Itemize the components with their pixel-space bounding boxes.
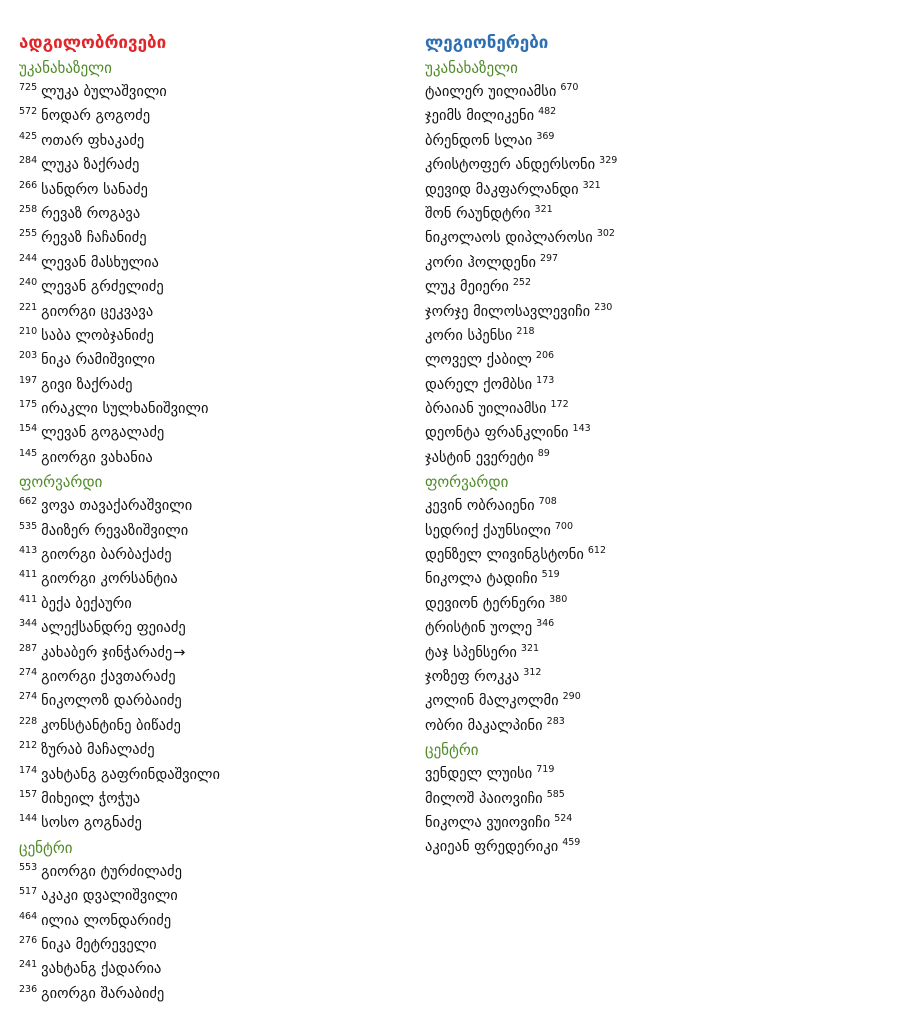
player-count: 321 [534, 204, 553, 216]
player-row [19, 884, 409, 908]
player-count: 244 [19, 252, 38, 264]
player-row [19, 933, 409, 957]
player-count: 346 [536, 618, 555, 630]
player-count: 517 [19, 886, 38, 898]
player-count: 297 [539, 252, 559, 264]
player-row [425, 811, 885, 835]
player-name: კორი ჰოლდენი [425, 254, 536, 271]
player-row [19, 80, 409, 104]
player-name: ლევან გრძელიძე [41, 279, 164, 296]
player-row [425, 665, 885, 689]
player-count: 380 [549, 593, 568, 605]
player-count: 274 [19, 667, 38, 679]
player-row [425, 421, 885, 445]
player-row [19, 957, 409, 981]
player-name: კრისტოფერ ანდერსონი [425, 157, 596, 174]
player-count: 203 [19, 350, 38, 362]
player-name: შონ რაუნდტრი [425, 205, 531, 222]
player-row [425, 494, 885, 518]
player-row [19, 567, 409, 591]
player-row [425, 178, 885, 202]
player-row [19, 787, 409, 811]
player-row [425, 446, 885, 470]
player-name: ოთარ ფხაკაძე [41, 132, 145, 149]
player-row [425, 80, 885, 104]
player-row [19, 397, 409, 421]
player-count: 290 [562, 691, 581, 703]
player-name: აკაკი დვალიშვილი [41, 888, 178, 905]
player-row [19, 324, 409, 348]
player-name: ზურაბ მაჩალაძე [41, 742, 155, 759]
legionnaires-title: ლეგიონერები [425, 33, 549, 53]
player-name: ვოვა თავაქარაშვილი [41, 498, 193, 515]
player-name: ლუკა ზაქრაძე [41, 157, 140, 174]
player-row [425, 689, 885, 713]
player-count: 535 [19, 520, 38, 532]
player-row [19, 763, 409, 787]
player-row [19, 714, 409, 738]
player-row [425, 397, 885, 421]
player-count: 157 [19, 789, 38, 801]
player-name: მიხეილ ჭოჭუა [41, 790, 141, 807]
section-heading: ცენტრი [425, 741, 479, 760]
player-count: 459 [562, 837, 581, 849]
player-count: 230 [594, 301, 613, 313]
player-count: 212 [19, 740, 38, 752]
section-heading: ფორვარდი [19, 473, 103, 492]
player-count: 276 [19, 935, 38, 947]
player-name: დევიონ ტერნერი [425, 595, 546, 612]
player-count: 553 [19, 861, 38, 873]
player-name: გიორგი კორსანტია [41, 571, 178, 588]
player-row [425, 129, 885, 153]
player-name: ილია ლონდარიძე [41, 912, 172, 929]
player-name: ვენდელ ლუისი [425, 766, 533, 783]
player-count: 321 [520, 642, 540, 654]
player-row [425, 714, 885, 738]
player-count: 519 [541, 569, 560, 581]
player-row [19, 738, 409, 762]
player-count: 719 [536, 764, 555, 776]
player-count: 725 [19, 82, 38, 94]
player-row [425, 300, 885, 324]
player-name: გიორგი ტურძილაძე [41, 863, 182, 880]
player-count: 612 [587, 545, 607, 557]
player-count: 425 [19, 130, 38, 142]
player-row [19, 178, 409, 202]
player-row [19, 616, 409, 640]
section-heading: ცენტრი [19, 838, 73, 857]
player-row [19, 519, 409, 543]
player-row [425, 787, 885, 811]
section-heading: უკანახაზელი [19, 59, 112, 77]
player-name: დენზელ ლივინგსტონი [425, 547, 584, 564]
player-count: 218 [516, 326, 535, 338]
player-count: 287 [19, 642, 38, 654]
player-name: დარელ ქომბსი [425, 376, 533, 393]
player-name: ლუკა ბულაშვილი [41, 84, 167, 100]
player-name: დევიდ მაკფარლანდი [425, 181, 579, 198]
player-count: 329 [599, 155, 618, 167]
player-count: 524 [554, 813, 573, 825]
player-row [19, 641, 409, 665]
player-count: 221 [19, 301, 38, 313]
player-row [19, 348, 409, 372]
player-row [425, 835, 885, 859]
player-row [425, 275, 885, 299]
player-row [19, 860, 409, 884]
player-count: 274 [19, 691, 38, 703]
player-name: ობრი მაკალპინი [425, 717, 543, 734]
player-row [425, 348, 885, 372]
player-count: 206 [535, 350, 555, 362]
player-count: 283 [546, 715, 565, 727]
player-row [425, 373, 885, 397]
player-count: 411 [19, 593, 38, 605]
player-row [19, 373, 409, 397]
player-row [425, 153, 885, 177]
player-name: სოსო გოგნაძე [41, 815, 142, 832]
player-name: ნოდარ გოგოძე [41, 108, 151, 125]
player-count: 302 [596, 228, 615, 240]
player-row [19, 129, 409, 153]
player-name: ლევან გოგალაძე [41, 425, 165, 442]
player-row [425, 641, 885, 665]
player-count: 228 [19, 715, 38, 727]
player-count: 154 [19, 423, 38, 435]
player-name: გიორგი შარაბიძე [41, 985, 165, 1002]
player-count: 175 [19, 399, 38, 411]
player-name: ლუკ მეიერი [425, 279, 509, 296]
player-row [425, 104, 885, 128]
player-name: აკიეან ფრედერიკი [425, 839, 559, 856]
player-count: 240 [19, 277, 38, 289]
player-row [425, 202, 885, 226]
player-count: 89 [537, 448, 550, 460]
player-count: 266 [19, 179, 38, 191]
player-row [425, 567, 885, 591]
player-count: 173 [536, 374, 555, 386]
player-count: 482 [538, 106, 557, 118]
player-name: კორი სპენსი [425, 327, 513, 344]
player-count: 145 [19, 448, 38, 460]
player-count: 236 [19, 983, 38, 995]
player-name: ვახტანგ ქადარია [41, 961, 162, 978]
player-count: 312 [523, 667, 542, 679]
player-row [425, 592, 885, 616]
left-groups [19, 56, 409, 1006]
player-name: ალექსანდრე ფეიაძე [41, 620, 186, 637]
player-row [19, 592, 409, 616]
player-name: გიორგი ბარბაქაძე [41, 547, 172, 564]
player-name: სედრიქ ქაუნსილი [425, 522, 551, 539]
player-row [19, 202, 409, 226]
player-count: 172 [550, 399, 569, 411]
player-count: 411 [19, 569, 38, 581]
player-count: 585 [546, 788, 565, 800]
player-name: გიორგი ვახანია [41, 449, 153, 466]
player-count: 464 [19, 910, 38, 922]
player-name: ტრისტინ უოლე [425, 620, 533, 637]
player-row [19, 421, 409, 445]
player-name: ჯოზეფ როკკა [425, 668, 520, 685]
player-name: გივი ზაქრაძე [41, 376, 133, 393]
player-name: ბრაიან უილიამსი [425, 401, 547, 418]
player-count: 255 [19, 228, 38, 240]
player-count: 284 [19, 155, 38, 167]
player-name: ნიკა რამიშვილი [41, 352, 155, 369]
player-name: რევაზ ჩაჩანიძე [41, 230, 147, 247]
player-count: 143 [572, 423, 591, 435]
player-count: 144 [19, 813, 38, 825]
player-count: 572 [19, 106, 38, 118]
player-name: ჯასტინ ევერეტი [425, 449, 534, 466]
player-count: 174 [19, 764, 38, 776]
player-row [425, 324, 885, 348]
player-row [19, 300, 409, 324]
player-name: რევაზ როგავა [41, 205, 141, 222]
player-row [19, 104, 409, 128]
right-groups [425, 56, 885, 860]
player-count: 344 [19, 618, 38, 630]
player-name: ნიკოლა ტადიჩი [425, 571, 538, 588]
player-name: ლევან მასხულია [41, 254, 159, 271]
player-name: ლოველ ქაბილ [425, 352, 532, 369]
player-count: 258 [19, 204, 38, 216]
player-name: ტაილერ უილიამსი [425, 84, 557, 100]
player-count: 700 [554, 520, 573, 532]
player-row [19, 226, 409, 250]
player-count: 662 [19, 496, 38, 508]
player-name: მაიზერ რევაზიშვილი [41, 522, 189, 539]
player-name: დეონტა ფრანკლინი [425, 425, 569, 442]
player-name: ვახტანგ გაფრინდაშვილი [41, 766, 220, 783]
section-heading: უკანახაზელი [425, 59, 518, 77]
player-name: მილოშ პაიოვიჩი [425, 790, 543, 807]
player-row [19, 153, 409, 177]
player-count: 210 [19, 326, 38, 338]
player-row [425, 616, 885, 640]
player-name: ბექა ბექაური [41, 595, 132, 612]
player-name: ნიკოლაოს დიპლაროსი [425, 230, 593, 247]
player-name: ნიკოლოზ დარბაიძე [41, 693, 182, 710]
player-row [19, 251, 409, 275]
player-count: 708 [538, 496, 557, 508]
player-name: სანდრო სანაძე [41, 181, 148, 198]
local-players-column [19, 30, 409, 1006]
player-name: გიორგი ცეკვავა [41, 303, 154, 320]
player-count: 197 [19, 374, 38, 386]
player-row [19, 982, 409, 1006]
player-row [19, 494, 409, 518]
player-count: 670 [560, 82, 579, 94]
player-row [19, 909, 409, 933]
player-row [19, 689, 409, 713]
arrow-right-icon: → [173, 644, 186, 661]
player-name: კევინ ობრაიენი [425, 498, 535, 515]
player-name: ირაკლი სულხანიშვილი [41, 401, 209, 418]
player-count: 241 [19, 959, 38, 971]
player-name: კახაბერ ჯინჭარაძე [41, 644, 173, 661]
section-heading: ფორვარდი [425, 473, 509, 492]
player-name: ბრენდონ სლაი [425, 132, 533, 149]
player-row [19, 543, 409, 567]
player-name: საბა ლობჯანიძე [41, 327, 154, 344]
player-name: ჯეიმს მილიკენი [425, 108, 535, 125]
player-name: ტაჯ სპენსერი [425, 644, 517, 661]
player-row [425, 226, 885, 250]
player-row [425, 519, 885, 543]
player-count: 413 [19, 545, 38, 557]
player-name: ნიკოლა ვუიოვიჩი [425, 814, 551, 831]
local-players-title: ადგილობრივები [19, 33, 167, 53]
legionnaires-column [425, 30, 885, 860]
player-name: ნიკა მეტრეველი [41, 936, 157, 953]
player-row [425, 251, 885, 275]
player-count: 252 [512, 277, 532, 289]
player-name: კოლინ მალკოლმი [425, 693, 559, 710]
player-count: 369 [536, 130, 555, 142]
player-row [19, 811, 409, 835]
player-row [425, 762, 885, 786]
player-name: ჯორჯე მილოსავლევიჩი [425, 303, 591, 320]
player-count: 321 [582, 179, 601, 191]
player-name: კონსტანტინე ბიწაძე [41, 717, 181, 734]
player-name: გიორგი ქავთარაძე [41, 668, 176, 685]
player-row [19, 275, 409, 299]
player-row [425, 543, 885, 567]
player-row [19, 446, 409, 470]
player-row [19, 665, 409, 689]
